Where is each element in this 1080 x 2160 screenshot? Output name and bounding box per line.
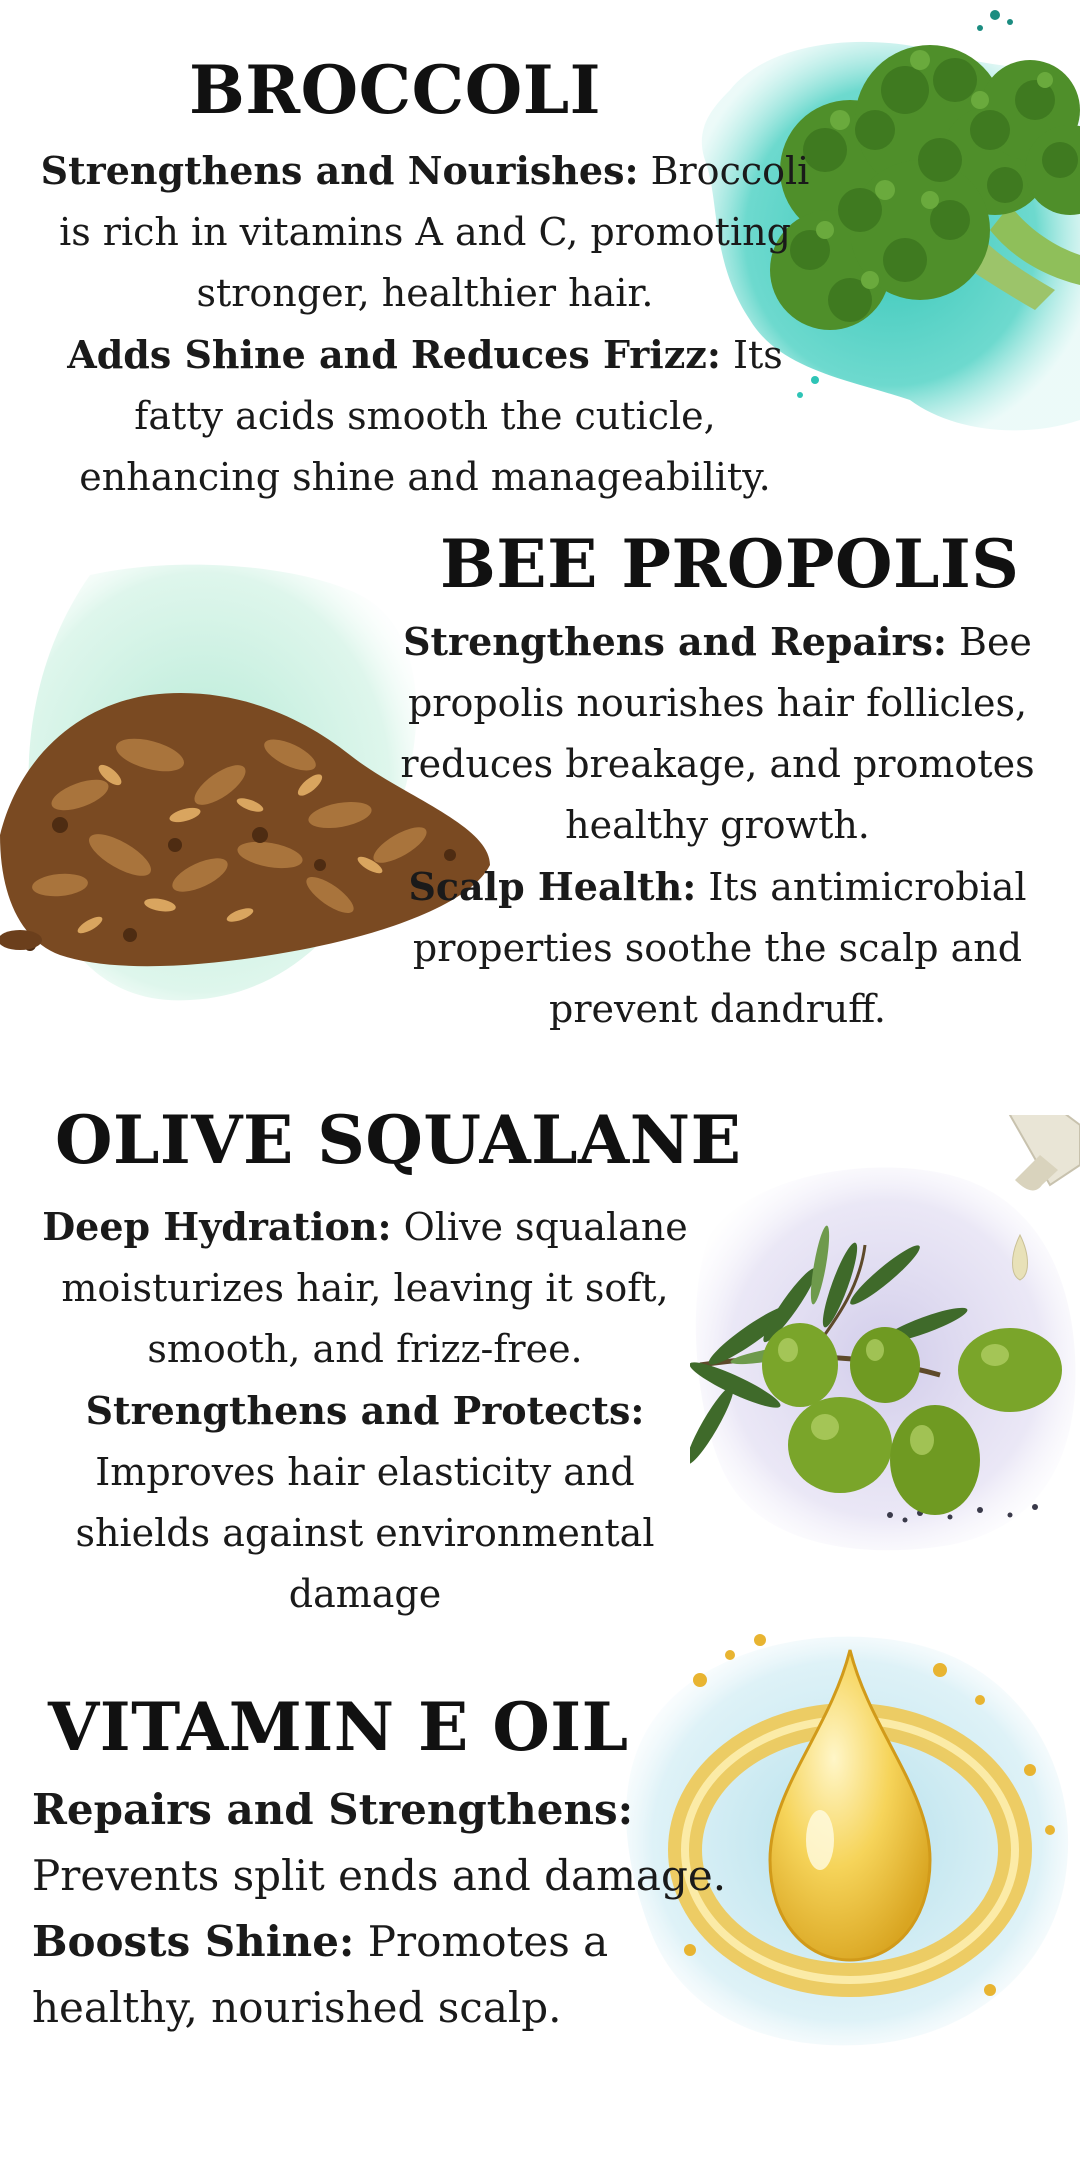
benefit-text: Broccoli is rich in vitamins A and C, promoting stronger, healthier hair. — [59, 149, 810, 315]
olive-illustration — [690, 1115, 1080, 1565]
benefit-heading: Repairs and Strengthens: — [32, 1785, 634, 1834]
benefit-paragraph — [30, 140, 820, 324]
section-body — [30, 140, 820, 508]
benefit-paragraph — [395, 856, 1040, 1040]
benefit-heading: Deep Hydration: — [42, 1204, 392, 1249]
benefit-text: Olive squalane moisturizes hair, leaving it soft, smooth, and frizz-free. — [61, 1205, 688, 1371]
benefit-heading: Adds Shine and Reduces Frizz: — [67, 332, 721, 377]
benefit-heading: Scalp Health: — [408, 864, 697, 909]
section-body — [32, 1777, 732, 2041]
benefit-text: Promotes a healthy, nourished scalp. — [32, 1917, 609, 2032]
section-body — [30, 1196, 700, 1625]
benefit-text: Improves hair elasticity and shields against environmental damage — [75, 1450, 655, 1616]
benefit-text: Bee propolis nourishes hair follicles, reduces breakage, and promotes healthy growth. — [400, 620, 1035, 847]
benefit-text: Prevents split ends and damage. — [32, 1851, 727, 1900]
benefit-text: Its antimicrobial properties soothe the scalp and prevent dandruff. — [412, 865, 1027, 1031]
section-title: BROCCOLI — [189, 51, 601, 129]
benefit-paragraph — [32, 1777, 732, 1909]
section-title: BEE PROPOLIS — [440, 525, 1020, 603]
benefit-heading: Strengthens and Nourishes: — [40, 148, 639, 193]
section-body — [395, 611, 1040, 1040]
section-title: OLIVE SQUALANE — [55, 1101, 742, 1179]
benefit-paragraph — [30, 1380, 700, 1625]
benefit-heading: Strengthens and Repairs: — [403, 619, 947, 664]
benefit-heading: Boosts Shine: — [32, 1917, 355, 1966]
benefit-paragraph — [30, 1196, 700, 1380]
benefit-paragraph — [32, 1909, 732, 2041]
benefit-paragraph — [30, 324, 820, 508]
benefit-heading: Strengthens and Protects: — [85, 1388, 645, 1433]
benefit-paragraph — [395, 611, 1040, 856]
section-title: VITAMIN E OIL — [48, 1688, 629, 1766]
benefit-text: Its fatty acids smooth the cuticle, enhancing shine and manageability. — [79, 333, 783, 499]
